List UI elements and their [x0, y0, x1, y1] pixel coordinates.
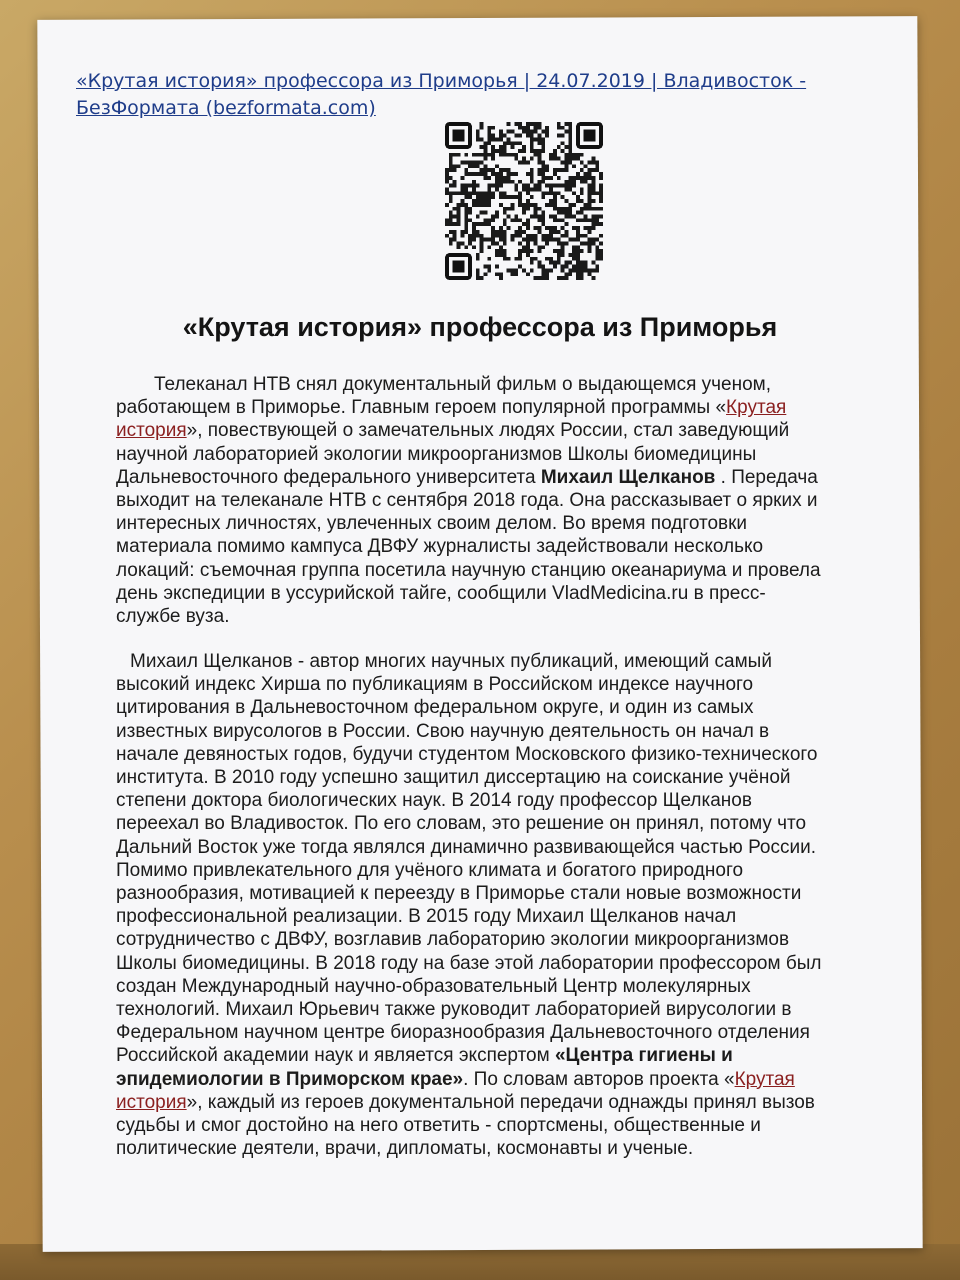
text-line: выходит на телеканале НТВ с сентября 2018 года. Она рассказывает о ярких и [116, 490, 818, 512]
text-line: начале девяностых годов, будучи студентом Московского физико-технического [116, 743, 818, 765]
organization-name: «Центра гигиены и [554, 1045, 733, 1067]
program-link[interactable]: Крутая [734, 1068, 795, 1090]
text-line: степени доктора биологических наук. В 2014 году профессор Щелканов [116, 790, 752, 812]
text-line: создан Международный научно-образовательный Центр молекулярных [116, 975, 751, 997]
article-paragraph-2 [116, 650, 876, 1160]
text-line: локаций: съемочная группа посетила научную станцию океанариума и провела [116, 559, 821, 581]
text-line: интересных личностях, увлеченных своим делом. Во время подготовки [116, 513, 748, 535]
organization-name: эпидемиологии в Приморском крае» [116, 1068, 464, 1090]
program-link[interactable]: история [116, 420, 187, 442]
text-line: технологий. Михаил Юрьевич также руководит лабораторией вирусологии в [116, 999, 792, 1021]
article-title: «Крутая история» профессора из Приморья [182, 312, 778, 342]
text-line: сотрудничество с ДВФУ, возглавив лабораторию экологии микроорганизмов [116, 929, 790, 951]
text-line: научной лабораторией экологии микроорганизмов Школы биомедицины [116, 443, 757, 465]
text-line: цитирования в Дальневосточном федеральном округе, и один из самых [116, 697, 754, 719]
text-line: Дальневосточного федерального университета Михаил Щелканов . Передача [116, 466, 818, 488]
text-line: профессиональной реализации. В 2015 году Михаил Щелканов начал [116, 906, 737, 928]
text-line: известных вирусологов в России. Свою научную деятельность он начал в [116, 720, 770, 742]
text-line: Федеральном научном центре биоразнообразия Дальневосточного отделения [116, 1022, 810, 1044]
text-line: Помимо привлекательного для учёного климата и богатого природного [116, 859, 744, 881]
text-line: переехал во Владивосток. По его словам, это решение он принял, потому что [116, 813, 807, 835]
text-line: история», каждый из героев документальной передачи однажды принял вызов [116, 1091, 815, 1113]
text-line: службе вуза. [116, 606, 230, 628]
text-line: высокий индекс Хирша по публикациям в Российском индексе научного [116, 674, 754, 696]
text-line: история», повествующей о замечательных людях России, стал заведующий [116, 420, 790, 442]
text-line: судьбы и смог достойно на него ответить - спортсмены, общественные и [116, 1115, 761, 1137]
text-line: политические деятели, врачи, дипломаты, космонавты и ученые. [116, 1138, 694, 1160]
text-line: работающем в Приморье. Главным героем популярной программы «Крутая [116, 397, 787, 419]
text-line: Российской академии наук и является экспертом «Центра гигиены и [116, 1045, 733, 1067]
source-link[interactable] [76, 68, 856, 122]
text-line: Телеканал НТВ снял документальный фильм о выдающемся ученом, [154, 374, 771, 395]
text-line: Дальний Восток уже тогда являлся динамично развивающейся частью России. [116, 836, 816, 858]
text-line: Школы биомедицины. В 2018 году на базе этой лаборатории профессором был [116, 952, 822, 974]
source-link-line-1[interactable]: «Крутая история» профессора из Приморья | 24.07.2019 | Владивосток - [76, 70, 807, 92]
program-link[interactable]: Крутая [726, 397, 787, 419]
text-line: разнообразия, мотивацией к переезду в Приморье стали новые возможности [116, 883, 802, 905]
text-line: эпидемиологии в Приморском крае». По словам авторов проекта «Крутая [116, 1068, 795, 1090]
article-paragraph-1 [116, 373, 876, 628]
person-name: Михаил Щелканов [540, 466, 716, 488]
text-line: день экспедиции в уссурийской тайге, сообщили VladMedicina.ru в пресс- [116, 582, 766, 604]
text-line: Михаил Щелканов - автор многих научных публикаций, имеющий самый [130, 651, 772, 672]
program-link[interactable]: история [116, 1091, 187, 1113]
text-line: материала помимо кампуса ДВФУ журналисты задействовали несколько [116, 536, 764, 558]
qr-code-icon [445, 122, 603, 280]
text-line: института. В 2010 году успешно защитил диссертацию на соискание учёной [116, 767, 791, 789]
source-link-line-2[interactable]: БезФормата (bezformata.com) [76, 97, 376, 119]
